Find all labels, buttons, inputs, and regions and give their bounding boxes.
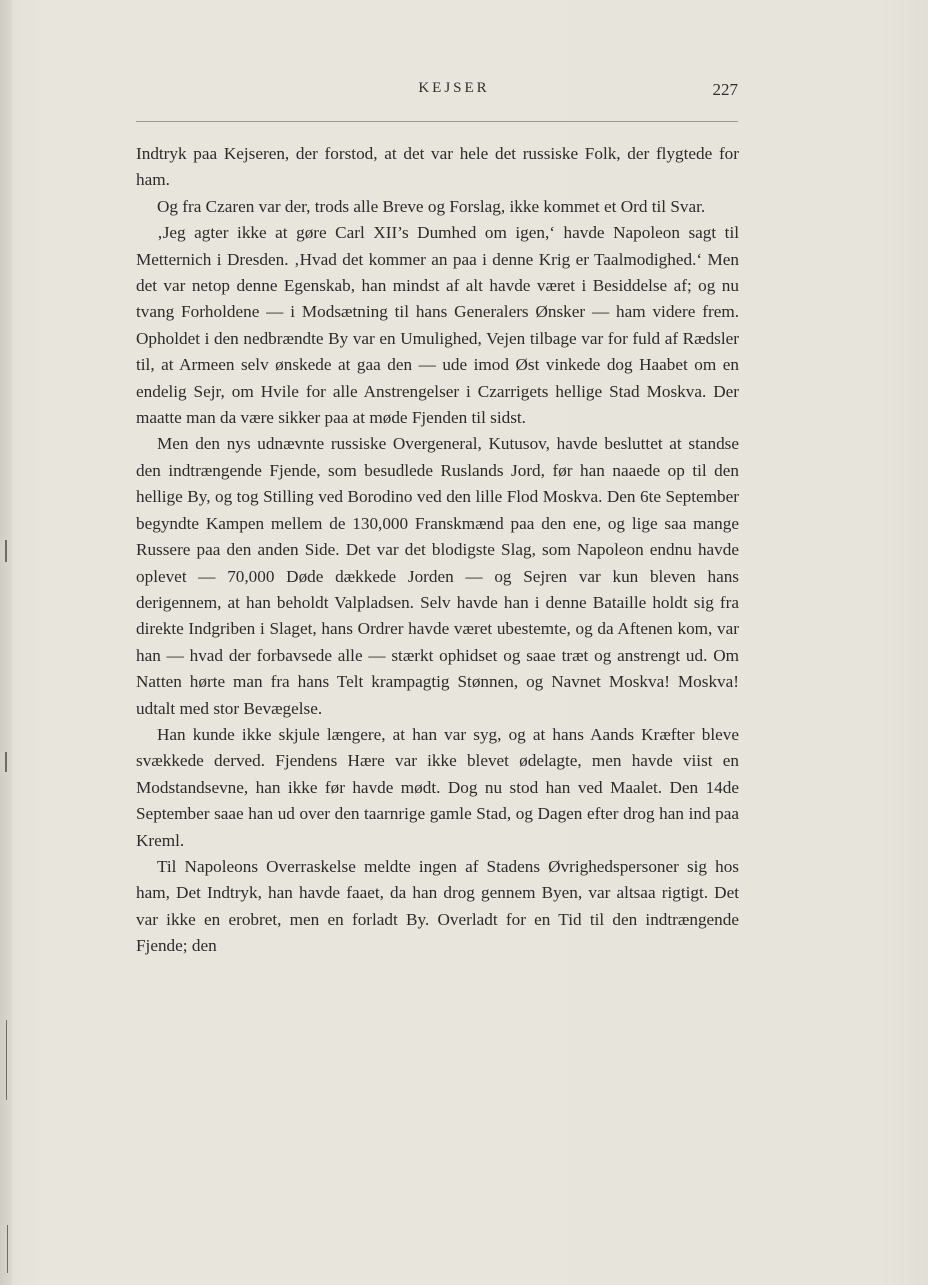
running-head: KEJSER	[418, 80, 490, 96]
margin-mark	[7, 1225, 8, 1273]
body-text	[136, 141, 739, 960]
margin-mark	[5, 752, 7, 772]
paragraph: Og fra Czaren var der, trods alle Breve og Forslag, ikke kommet et Ord til Svar.	[157, 196, 706, 216]
margin-mark	[5, 540, 7, 562]
paragraph: Til Napoleons Overraskelse meldte ingen af Stadens Øvrighedspersoner sig hos ham, Det Indtryk, han havde faaet, da han drog gennem Byen, var altsaa rigtigt. Det var ikke en erobret, men en forladt By. Overladt for en Tid til den indtrængende Fjende; den	[136, 856, 739, 956]
paragraph: ‚Jeg agter ikke at gøre Carl XII’s Dumhed om igen,‘ havde Napoleon sagt til Metternich i Dresden. ‚Hvad det kommer an paa i denne Krig er Taalmodighed.‘ Men det var netop denne Egenskab, han mindst af alt havde været i Besiddelse af; og nu tvang Forholdene — i Modsætning til hans Generalers Ønsker — ham videre frem. Opholdet i den nedbrændte By var en Umulighed, Vejen tilbage var for fuld af Rædsler til, at Armeen selv ønskede at gaa den — ude imod Øst vinkede dog Haabet om en endelig Sejr, om Hvile for alle Anstrengelser i Czarrigets hellige Stad Moskva. Der maatte man da være sikker paa at møde Fjenden til sidst.	[136, 223, 739, 428]
page-header	[136, 80, 738, 104]
paragraph: Men den nys udnævnte russiske Overgeneral, Kutusov, havde besluttet at standse den indtrængende Fjende, som besudlede Ruslands Jord, før han naaede op til den hellige By, og tog Stilling ved Borodino ved den lille Flod Moskva. Den 6te September begyndte Kampen mellem de 130,000 Franskmænd paa den ene, og lige saa mange Russere paa den anden Side. Det var det blodigste Slag, som Napoleon endnu havde oplevet — 70,000 Døde dækkede Jorden — og Sejren var kun bleven hans derigennem, at han beholdt Valpladsen. Selv havde han i denne Bataille holdt sig fra direkte Indgriben i Slaget, hans Ordrer havde været ubestemte, og da Aftenen kom, var han — hvad der forbavsede alle — stærkt ophidset og saae træt og anstrengt ud. Om Natten hørte man fra hans Telt krampagtig Stønnen, og Navnet Moskva! Moskva! udtalt med stor Bevægelse.	[136, 434, 739, 718]
margin-mark	[6, 1020, 7, 1100]
paragraph: Han kunde ikke skjule længere, at han var syg, og at hans Aands Kræfter bleve svækkede derved. Fjendens Hære var ikke blevet ødelagte, men havde viist en Modstandsevne, han ikke før havde mødt. Dog nu stod han ved Maalet. Den 14de September saae han ud over den taarnrige gamle Stad, og Dagen efter drog han ind paa Kreml.	[136, 724, 739, 850]
paragraph: Indtryk paa Kejseren, der forstod, at det var hele det russiske Folk, der flygtede for ham.	[136, 144, 739, 190]
page-number: 227	[712, 80, 738, 99]
header-rule	[136, 121, 738, 122]
